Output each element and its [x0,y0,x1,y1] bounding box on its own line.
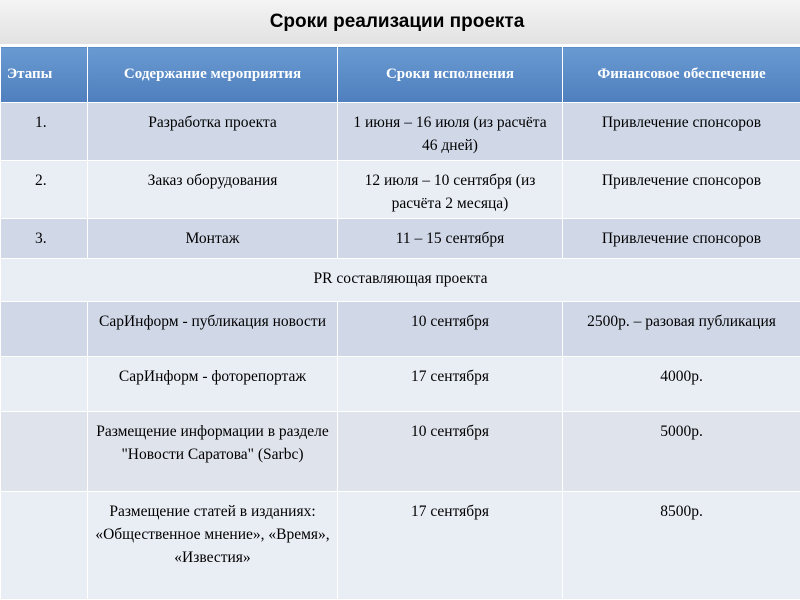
stage-number: 1. [1,103,88,161]
pr-content: Размещение информации в разделе "Новости Саратова" (Sarbc) [88,412,338,492]
pr-finance: 8500р. [563,492,800,600]
stage-finance: Привлечение спонсоров [563,219,800,259]
table-row [1,302,800,357]
stage-content: Разработка проекта [88,103,338,161]
pr-term: 10 сентября [338,302,563,357]
empty-cell [1,492,88,600]
header-content: Содержание мероприятия [88,47,338,103]
stage-number: 2. [1,161,88,219]
project-schedule-table [0,46,800,600]
stage-content: Монтаж [88,219,338,259]
stage-finance: Привлечение спонсоров [563,161,800,219]
empty-cell [1,302,88,357]
slide-title: Сроки реализации проекта [269,11,525,32]
pr-finance: 4000р. [563,357,800,412]
pr-term: 17 сентября [338,357,563,412]
stage-term: 11 – 15 сентября [338,219,563,259]
pr-term: 17 сентября [338,492,563,600]
empty-cell [1,357,88,412]
pr-content: СарИнформ - публикация новости [88,302,338,357]
stage-number: 3. [1,219,88,259]
pr-heading-row [1,259,800,302]
empty-cell [1,412,88,492]
header-stages: Этапы [1,47,88,103]
stage-finance: Привлечение спонсоров [563,103,800,161]
table-row [1,357,800,412]
table-row [1,219,800,259]
stage-term: 1 июня – 16 июля (из расчёта 46 дней) [338,103,563,161]
table-header-row [1,47,800,103]
stage-content: Заказ оборудования [88,161,338,219]
header-term: Сроки исполнения [338,47,563,103]
table-row [1,103,800,161]
header-finance: Финансовое обеспечение [563,47,800,103]
pr-finance: 5000р. [563,412,800,492]
pr-finance: 2500р. – разовая публикация [563,302,800,357]
table-row [1,412,800,492]
table-row [1,492,800,600]
table-row [1,161,800,219]
pr-content: Размещение статей в изданиях: «Общественное мнение», «Время», «Известия» [88,492,338,600]
title-bar [0,0,800,44]
stage-term: 12 июля – 10 сентября (из расчёта 2 месяца) [338,161,563,219]
pr-term: 10 сентября [338,412,563,492]
pr-content: СарИнформ - фоторепортаж [88,357,338,412]
pr-heading: PR составляющая проекта [1,259,800,302]
